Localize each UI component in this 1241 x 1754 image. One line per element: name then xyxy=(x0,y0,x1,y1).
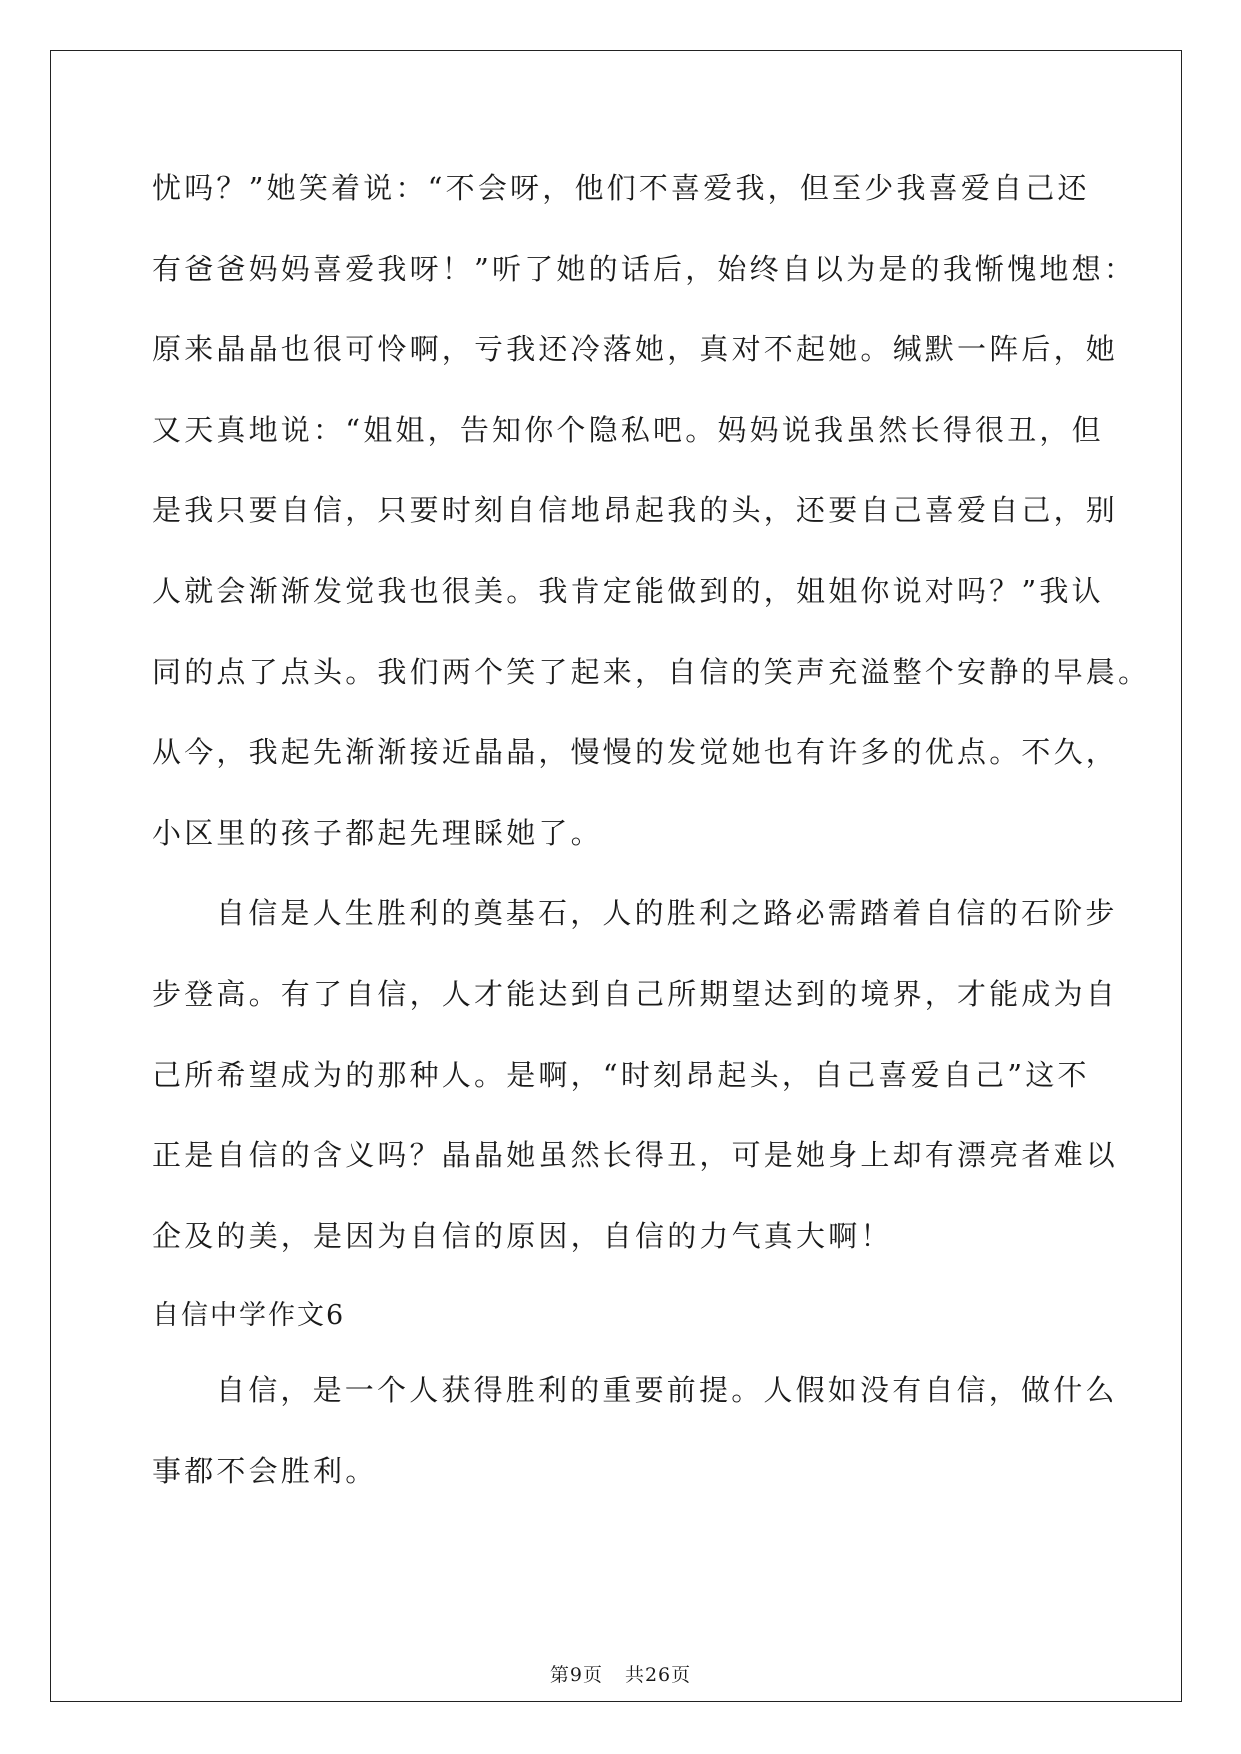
document-body xyxy=(152,168,1151,1532)
page-footer xyxy=(0,1660,1241,1687)
total-pages: 共26页 xyxy=(624,1664,692,1686)
text-line: 有爸爸妈妈喜爱我呀！”听了她的话后，始终自以为是的我惭愧地想： xyxy=(152,251,1137,286)
text-line: 忧吗？”她笑着说：“不会呀，他们不喜爱我，但至少我喜爱自己还 xyxy=(152,171,1090,205)
text-line: 事都不会胜利。 xyxy=(152,1453,378,1488)
page-number: 第9页 xyxy=(549,1664,603,1686)
section-heading: 自信中学作文6 xyxy=(152,1300,346,1332)
text-line: 企及的美，是因为自信的原因，自信的力气真大啊！ xyxy=(152,1218,893,1253)
paragraph-start-line: 自信是人生胜利的奠基石，人的胜利之路必需踏着自信的石阶步 xyxy=(216,896,1118,931)
text-line: 正是自信的含义吗？晶晶她虽然长得丑，可是她身上却有漂亮者难以 xyxy=(152,1138,1119,1173)
text-line: 小区里的孩子都起先理睬她了。 xyxy=(152,815,603,850)
text-line: 步登高。有了自信，人才能达到自己所期望达到的境界，才能成为自 xyxy=(152,976,1119,1011)
paragraph-start-line: 自信，是一个人获得胜利的重要前提。人假如没有自信，做什么 xyxy=(216,1373,1118,1408)
text-line: 人就会渐渐发觉我也很美。我肯定能做到的，姐姐你说对吗？”我认 xyxy=(152,573,1104,608)
text-line: 是我只要自信，只要时刻自信地昂起我的头，还要自己喜爱自己，别 xyxy=(152,493,1119,528)
text-line: 同的点了点头。我们两个笑了起来，自信的笑声充溢整个安静的早晨。 xyxy=(152,654,1151,689)
text-line: 又天真地说：“姐姐，告知你个隐私吧。妈妈说我虽然长得很丑，但 xyxy=(152,412,1104,447)
text-line: 原来晶晶也很可怜啊，亏我还冷落她，真对不起她。缄默一阵后，她 xyxy=(152,332,1119,367)
text-line: 从今，我起先渐渐接近晶晶，慢慢的发觉她也有许多的优点。不久， xyxy=(152,735,1119,770)
text-line: 己所希望成为的那种人。是啊，“时刻昂起头，自己喜爱自己”这不 xyxy=(152,1057,1090,1092)
